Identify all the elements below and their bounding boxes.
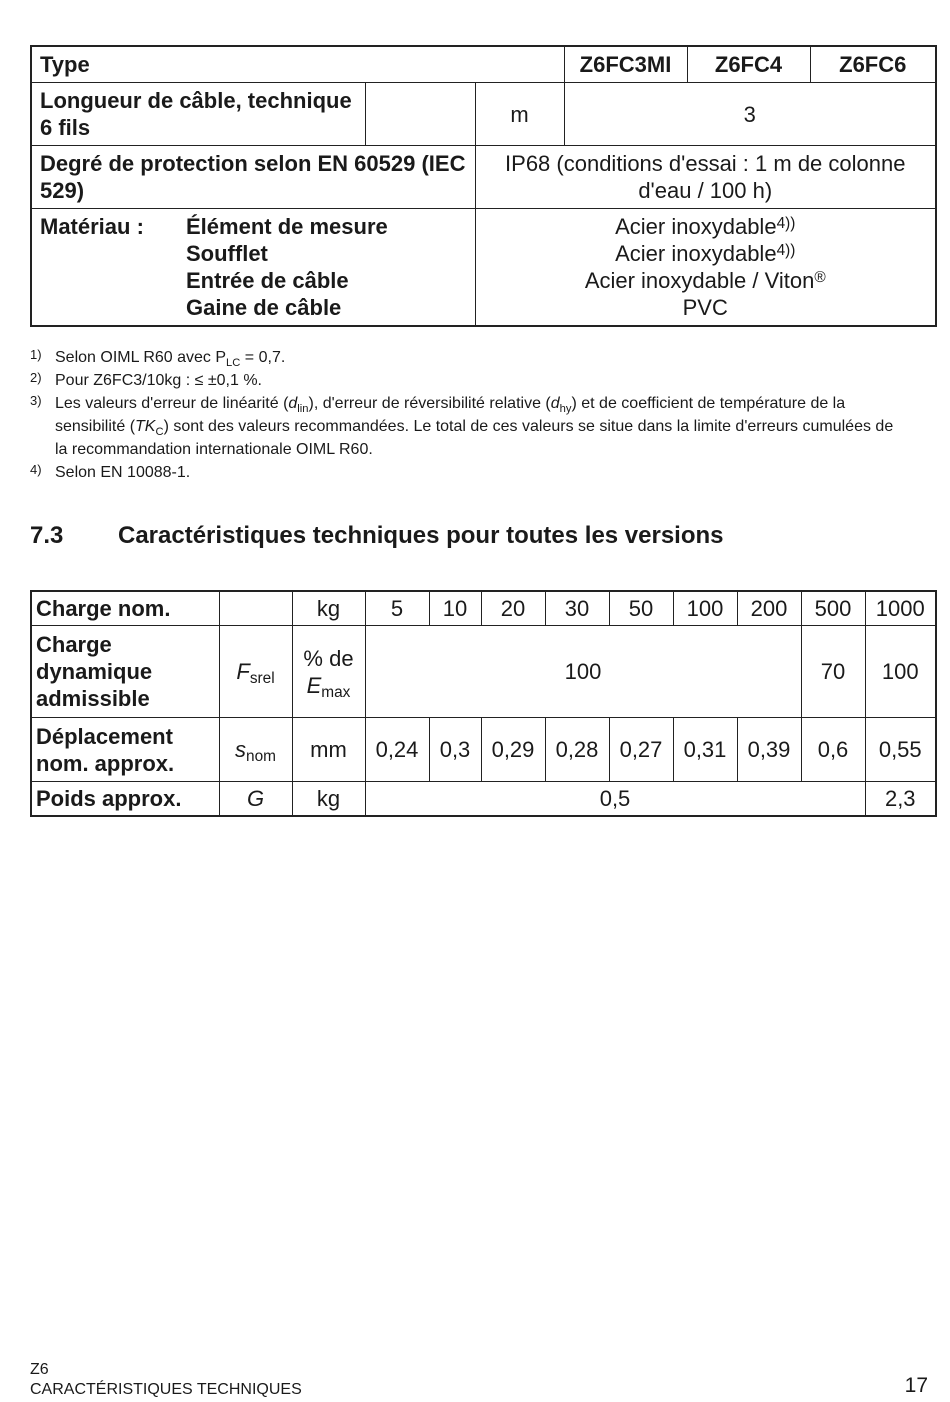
charge-value: 500 [801,591,865,626]
col-z6fc4: Z6FC4 [687,46,810,83]
dynamic-value: 100 [365,626,801,718]
table-row [31,782,936,817]
charge-unit: kg [292,591,365,626]
material-value: Acier inoxydable [615,214,777,239]
dynamic-value: 70 [801,626,865,718]
material-values [475,209,936,327]
material-value: Acier inoxydable [615,241,777,266]
charge-value: 20 [481,591,545,626]
material-spec-table [30,45,937,327]
material-value: PVC [682,295,728,320]
table-row [31,83,936,146]
weight-label: Poids approx. [31,782,219,817]
protection-value: IP68 (conditions d'essai : 1 m de colonne d'eau / 100 h) [475,146,936,209]
material-item: Élément de mesure [186,214,388,239]
displacement-label: Déplacement nom. approx. [31,718,219,782]
charge-value: 200 [737,591,801,626]
dynamic-unit: % de $E_{max}$ [292,626,365,718]
displacement-value: 0,24 [365,718,429,782]
table-row [31,626,936,718]
dynamic-label: Charge dynamique admissible [31,626,219,718]
charge-value: 50 [609,591,673,626]
page-footer [30,1360,302,1400]
material-item: Gaine de câble [186,295,342,320]
footer-title: CARACTÉRISTIQUES TECHNIQUES [30,1381,302,1398]
displacement-value: 0,29 [481,718,545,782]
displacement-value: 0,27 [609,718,673,782]
charge-value: 30 [545,591,609,626]
material-item: Entrée de câble [186,268,349,293]
table-row [31,146,936,209]
weight-symbol: G [219,782,292,817]
displacement-value: 0,39 [737,718,801,782]
footer-model: Z6 [30,1361,49,1378]
footnote: 2) Pour Z6FC3/10kg : ≤ ±0,1 %. [30,370,262,389]
footnotes [30,346,910,484]
footnote: 4) Selon EN 10088-1. [30,462,191,481]
section-title: Caractéristiques techniques pour toutes les versions [118,522,724,549]
charge-label: Charge nom. [31,591,219,626]
dynamic-symbol: $F_{srel}$ [219,626,292,718]
displacement-value: 0,3 [429,718,481,782]
table-row [31,209,936,327]
weight-unit: kg [292,782,365,817]
cable-length-label: Longueur de câble, technique 6 fils [31,83,365,146]
material-label: Matériau : [40,214,144,239]
weight-value: 2,3 [865,782,936,817]
weight-value: 0,5 [365,782,865,817]
tech-data-table [30,590,937,817]
charge-value: 10 [429,591,481,626]
dynamic-value: 100 [865,626,936,718]
displacement-symbol: $s_{nom}$ [219,718,292,782]
material-item: Soufflet [186,241,268,266]
table-row [31,46,936,83]
col-z6fc3mi: Z6FC3MI [564,46,687,83]
col-z6fc6: Z6FC6 [810,46,936,83]
section-heading [30,522,724,550]
footnote: 3) Les valeurs d'erreur de linéarité $(d_{lin})$, d'erreur de réversibilité relative $(d_{hy})$ et de coefficient de température de la sensibilité $(TK_C)$ sont des valeurs recommandées. Le total de ces valeurs se situe dans la limite d'erreurs cumulées de la recommandation internationale OIML R60. [30,393,894,458]
table-row [31,591,936,626]
displacement-value: 0,6 [801,718,865,782]
type-label: Type [31,46,564,83]
displacement-value: 0,28 [545,718,609,782]
material-labels [31,209,475,327]
displacement-value: 0,31 [673,718,737,782]
empty-cell [365,83,475,146]
charge-value: 1000 [865,591,936,626]
cable-length-unit: m [475,83,564,146]
page-number: 17 [904,1374,928,1397]
table-row [31,718,936,782]
charge-value: 100 [673,591,737,626]
cable-length-value: 3 [564,83,936,146]
section-number: 7.3 [30,522,64,549]
protection-label: Degré de protection selon EN 60529 (IEC 529) [31,146,475,209]
material-value: Acier inoxydable / Viton [584,268,815,293]
footnote-ref: 4)) [776,215,796,232]
registered-mark: ® [814,269,826,286]
empty-cell [219,591,292,626]
charge-value: 5 [365,591,429,626]
displacement-unit: mm [292,718,365,782]
displacement-value: 0,55 [865,718,936,782]
footnote: 1) Selon OIML R60 avec $P_{LC} = 0,7$. [30,347,286,369]
footnote-ref: 4)) [776,242,796,259]
